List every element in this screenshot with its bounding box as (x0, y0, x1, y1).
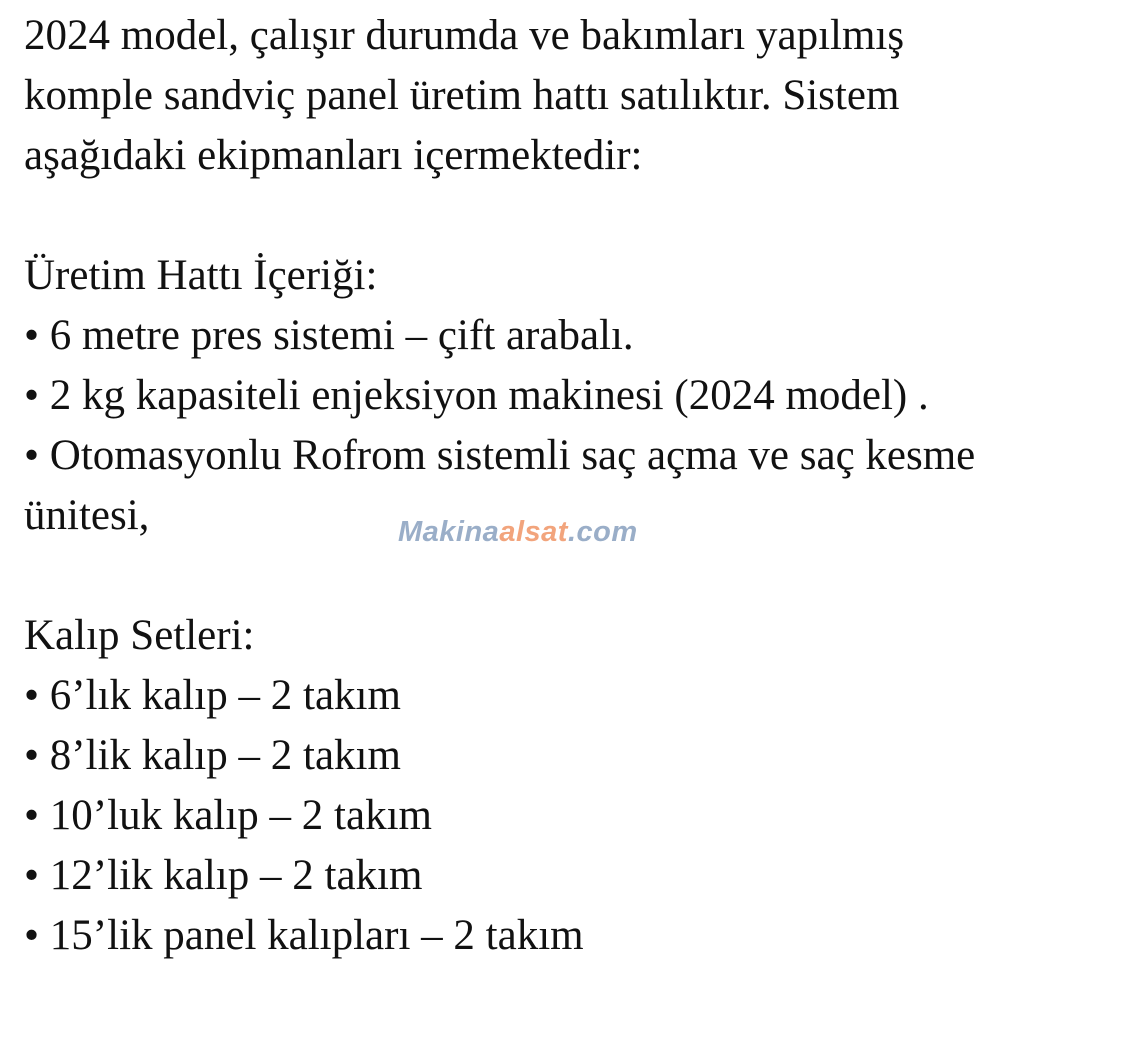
production-line-item: • Otomasyonlu Rofrom sistemli saç açma ve saç kesme (24, 432, 976, 479)
production-line-item: • 2 kg kapasiteli enjeksiyon makinesi (2024 model) . (24, 372, 929, 419)
mold-sets-heading: Kalıp Setleri: (24, 612, 255, 659)
blank-line (24, 546, 1114, 606)
production-line-item-continued: ünitesi, (24, 492, 150, 539)
intro-line-3: aşağıdaki ekipmanları içermektedir: (24, 132, 643, 179)
watermark-part-com: .com (567, 516, 638, 548)
intro-line-1: 2024 model, çalışır durumda ve bakımları yapılmış (24, 12, 905, 59)
production-line-item: • 6 metre pres sistemi – çift arabalı. (24, 312, 634, 359)
mold-set-item: • 6’lık kalıp – 2 takım (24, 672, 401, 719)
listing-description (24, 6, 1114, 966)
production-line-heading: Üretim Hattı İçeriği: (24, 252, 378, 299)
watermark-part-makina: Makina (398, 516, 500, 548)
mold-set-item: • 8’lik kalıp – 2 takım (24, 732, 401, 779)
watermark-part-alsat: alsat (499, 516, 568, 548)
mold-set-item: • 10’luk kalıp – 2 takım (24, 792, 432, 839)
intro-line-2: komple sandviç panel üretim hattı satılıktır. Sistem (24, 72, 900, 119)
blank-line (24, 186, 1114, 246)
mold-set-item: • 15’lik panel kalıpları – 2 takım (24, 912, 584, 959)
mold-set-item: • 12’lik kalıp – 2 takım (24, 852, 423, 899)
site-watermark (398, 512, 638, 552)
